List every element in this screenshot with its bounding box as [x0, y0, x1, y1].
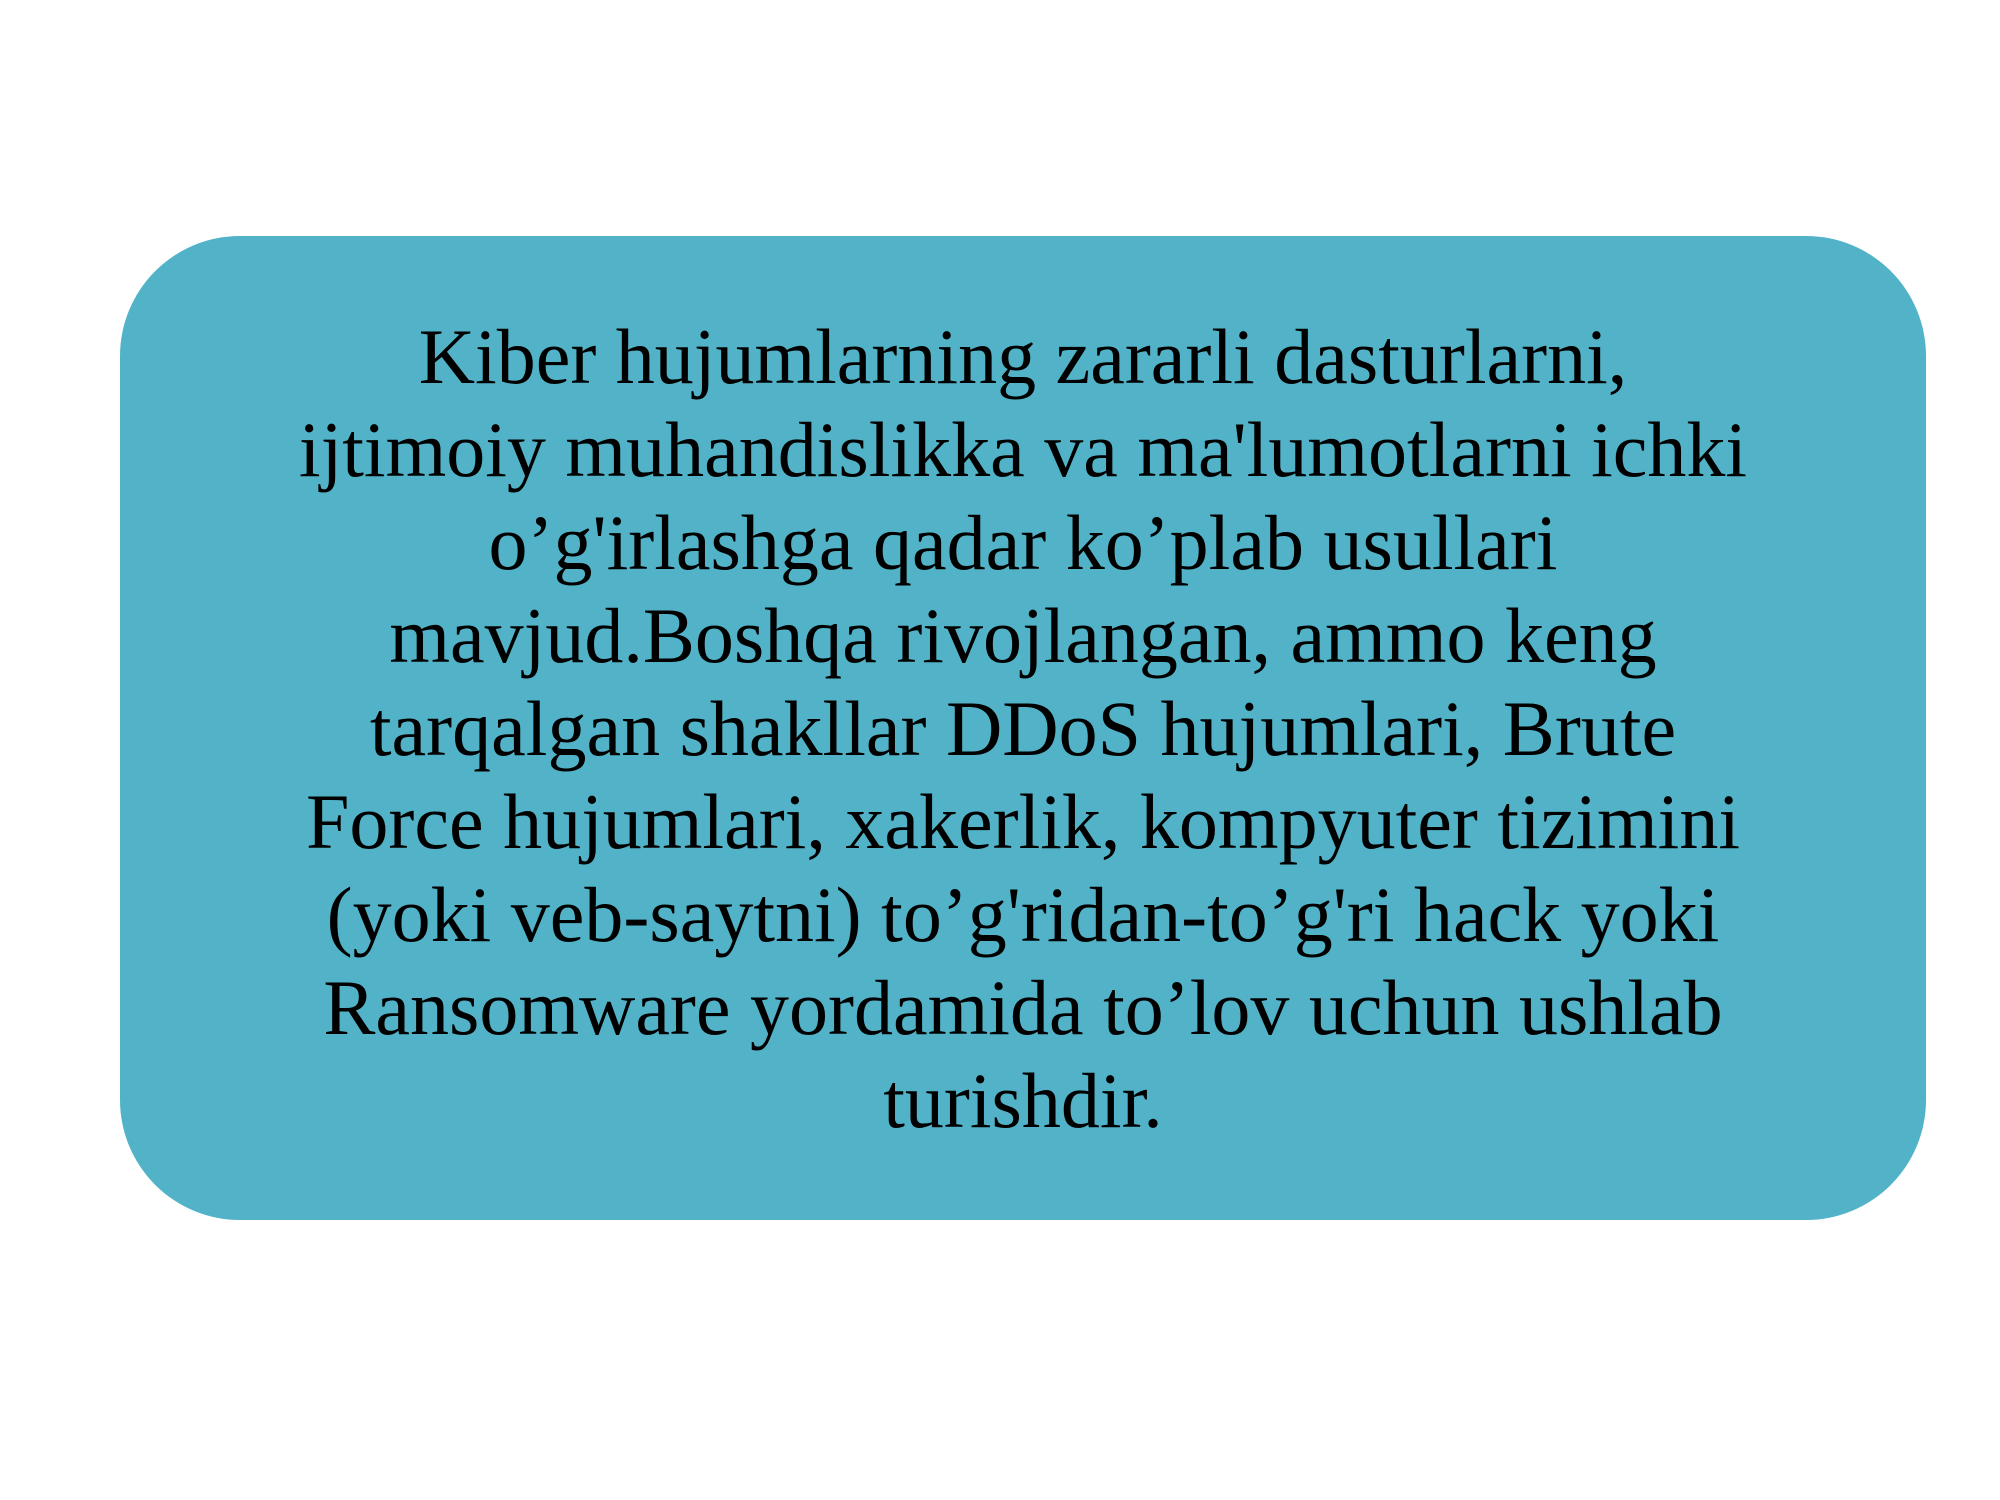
paragraph-line: tarqalgan shakllar DDoS hujumlari, Brute	[369, 684, 1677, 772]
paragraph-line: Ransomware yordamida to’lov uchun ushlab	[323, 963, 1723, 1051]
paragraph-line: Kiber hujumlarning zararli dasturlarni,	[418, 312, 1628, 400]
callout-paragraph	[180, 310, 1866, 1147]
paragraph-line: Force hujumlari, xakerlik, kompyuter tizimini	[305, 777, 1740, 865]
paragraph-line: mavjud.Boshqa rivojlangan, ammo keng	[389, 591, 1657, 679]
text-callout-box	[120, 236, 1926, 1220]
paragraph-line: turishdir.	[883, 1056, 1163, 1144]
paragraph-line: ijtimoiy muhandislikka va ma'lumotlarni ichki	[298, 405, 1748, 493]
paragraph-line: o’g'irlashga qadar ko’plab usullari	[488, 498, 1558, 586]
paragraph-line: (yoki veb-saytni) to’g'ridan-to’g'ri hack yoki	[326, 870, 1720, 958]
